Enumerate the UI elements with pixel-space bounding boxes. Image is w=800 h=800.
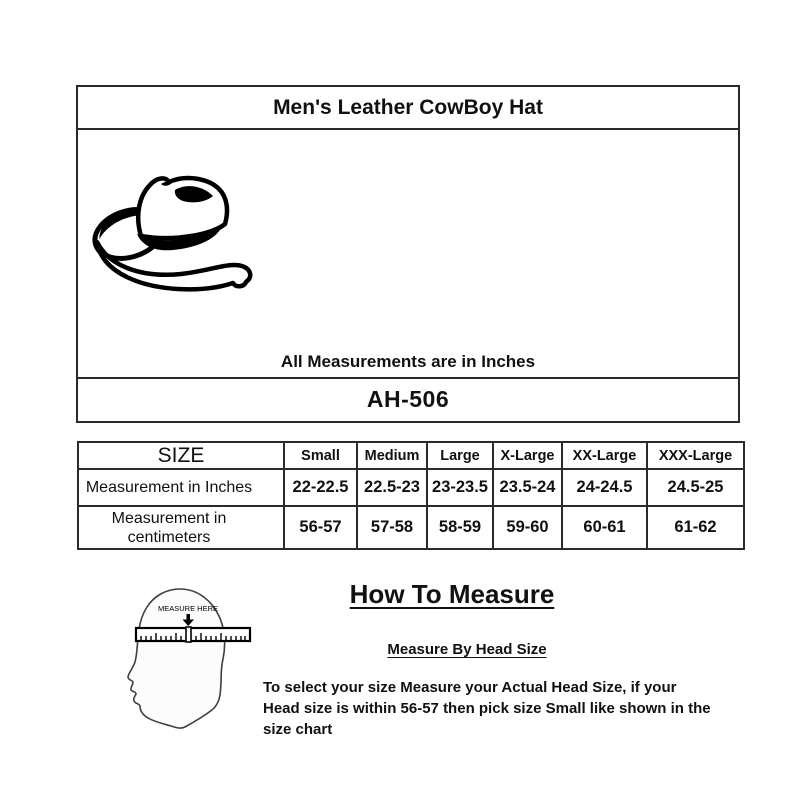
product-image-panel (78, 130, 738, 379)
inches-small: 22-22.5 (284, 469, 357, 506)
table-header-row (78, 442, 744, 469)
inches-xxx-large: 24.5-25 (647, 469, 744, 506)
measure-by-head-size-subtitle: Measure By Head Size (387, 641, 547, 658)
col-header-x-large: X-Large (493, 442, 562, 469)
table-row-centimeters (78, 506, 744, 549)
cm-medium: 57-58 (357, 506, 427, 549)
cm-x-large: 59-60 (493, 506, 562, 549)
head-measurement-diagram-icon (124, 582, 256, 734)
how-to-measure-title: How To Measure (349, 579, 555, 609)
table-row-inches (78, 469, 744, 506)
row-label-centimeters: Measurement in centimeters (78, 506, 284, 549)
inches-large: 23-23.5 (427, 469, 493, 506)
size-table (77, 441, 745, 550)
col-header-size: SIZE (78, 442, 284, 469)
cm-xxx-large: 61-62 (647, 506, 744, 549)
cm-xx-large: 60-61 (562, 506, 647, 549)
col-header-xx-large: XX-Large (562, 442, 647, 469)
cm-large: 58-59 (427, 506, 493, 549)
inches-xx-large: 24-24.5 (562, 469, 647, 506)
inches-medium: 22.5-23 (357, 469, 427, 506)
measure-here-label: MEASURE HERE (157, 604, 219, 613)
product-title: Men's Leather CowBoy Hat (78, 87, 738, 130)
cowboy-hat-icon (89, 174, 266, 292)
col-header-small: Small (284, 442, 357, 469)
product-info-box (76, 85, 740, 423)
inches-x-large: 23.5-24 (493, 469, 562, 506)
model-number: AH-506 (366, 385, 450, 412)
cm-small: 56-57 (284, 506, 357, 549)
measurement-note: All Measurements are in Inches (280, 352, 536, 371)
col-header-large: Large (427, 442, 493, 469)
col-header-xxx-large: XXX-Large (647, 442, 744, 469)
row-label-inches: Measurement in Inches (78, 469, 284, 506)
col-header-medium: Medium (357, 442, 427, 469)
measuring-instructions: To select your size Measure your Actual Head Size, if your Head size is within 56-57 then pick size Small like shown in the size chart (263, 679, 711, 738)
